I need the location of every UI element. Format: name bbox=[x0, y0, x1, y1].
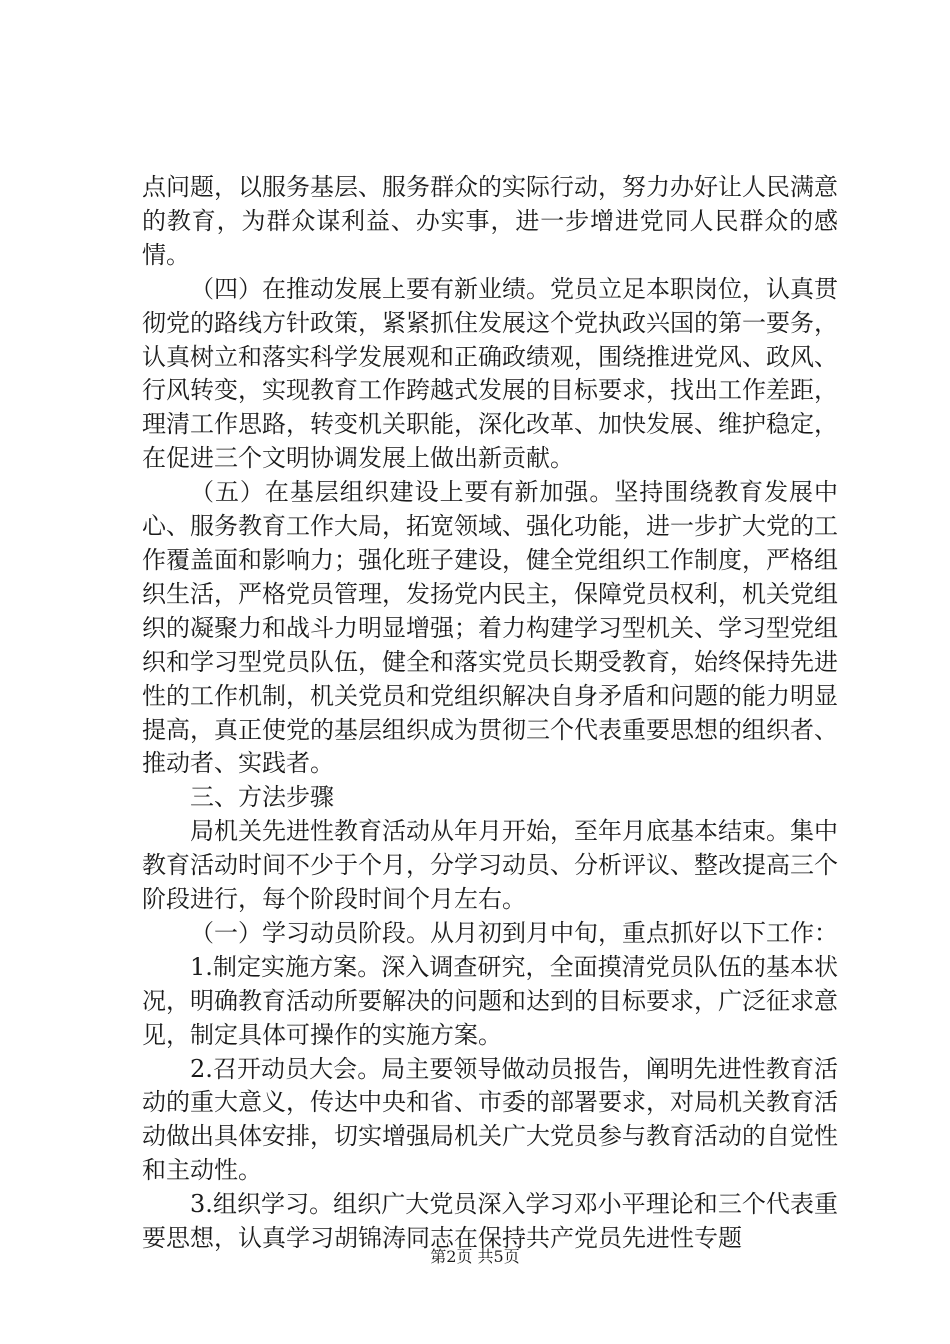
paragraph: （五）在基层组织建设上要有新加强。坚持围绕教育发展中心、服务教育工作大局，拓宽领域、强化功能，进一步扩大党的工作覆盖面和影响力；强化班子建设，健全党组织工作制度，严格组织生活，严格党员管理，发扬党内民主，保障党员权利，机关党组织的凝聚力和战斗力明显增强；着力构建学习型机关、学习型党组织和学习型党员队伍，健全和落实党员长期受教育，始终保持先进性的工作机制，机关党员和党组织解决自身矛盾和问题的能力明显提高，真正使党的基层组织成为贯彻三个代表重要思想的组织者、推动者、实践者。 bbox=[142, 478, 838, 778]
paragraph: 局机关先进性教育活动从年月开始，至年月底基本结束。集中教育活动时间不少于个月，分学习动员、分析评议、整改提高三个阶段进行，每个阶段时间个月左右。 bbox=[142, 817, 838, 914]
list-item: 3.组织学习。组织广大党员深入学习邓小平理论和三个代表重要思想，认真学习胡锦涛同志在保持共产党员先进性专题 bbox=[142, 1190, 838, 1253]
subsection-heading: （一）学习动员阶段。从月初到月中旬，重点抓好以下工作： bbox=[190, 918, 838, 947]
list-item: 1.制定实施方案。深入调查研究，全面摸清党员队伍的基本状况，明确教育活动所要解决的问题和达到的目标要求，广泛征求意见，制定具体可操作的实施方案。 bbox=[142, 952, 838, 1049]
page-number-footer: 第2页 共5页 bbox=[430, 1247, 520, 1266]
document-body bbox=[142, 171, 838, 1256]
paragraph: 点问题，以服务基层、服务群众的实际行动，努力办好让人民满意的教育，为群众谋利益、办实事，进一步增进党同人民群众的感情。 bbox=[142, 173, 838, 269]
paragraph: （四）在推动发展上要有新业绩。党员立足本职岗位，认真贯彻党的路线方针政策，紧紧抓住发展这个党执政兴国的第一要务，认真树立和落实科学发展观和正确政绩观，围绕推进党风、政风、行风转变，实现教育工作跨越式发展的目标要求，找出工作差距，理清工作思路，转变机关职能，深化改革、加快发展、维护稳定，在促进三个文明协调发展上做出新贡献。 bbox=[142, 274, 838, 473]
section-heading: 三、方法步骤 bbox=[190, 783, 334, 812]
list-item: 2.召开动员大会。局主要领导做动员报告，阐明先进性教育活动的重大意义，传达中央和省、市委的部署要求，对局机关教育活动做出具体安排，切实增强局机关广大党员参与教育活动的自觉性和主动性。 bbox=[142, 1054, 838, 1185]
